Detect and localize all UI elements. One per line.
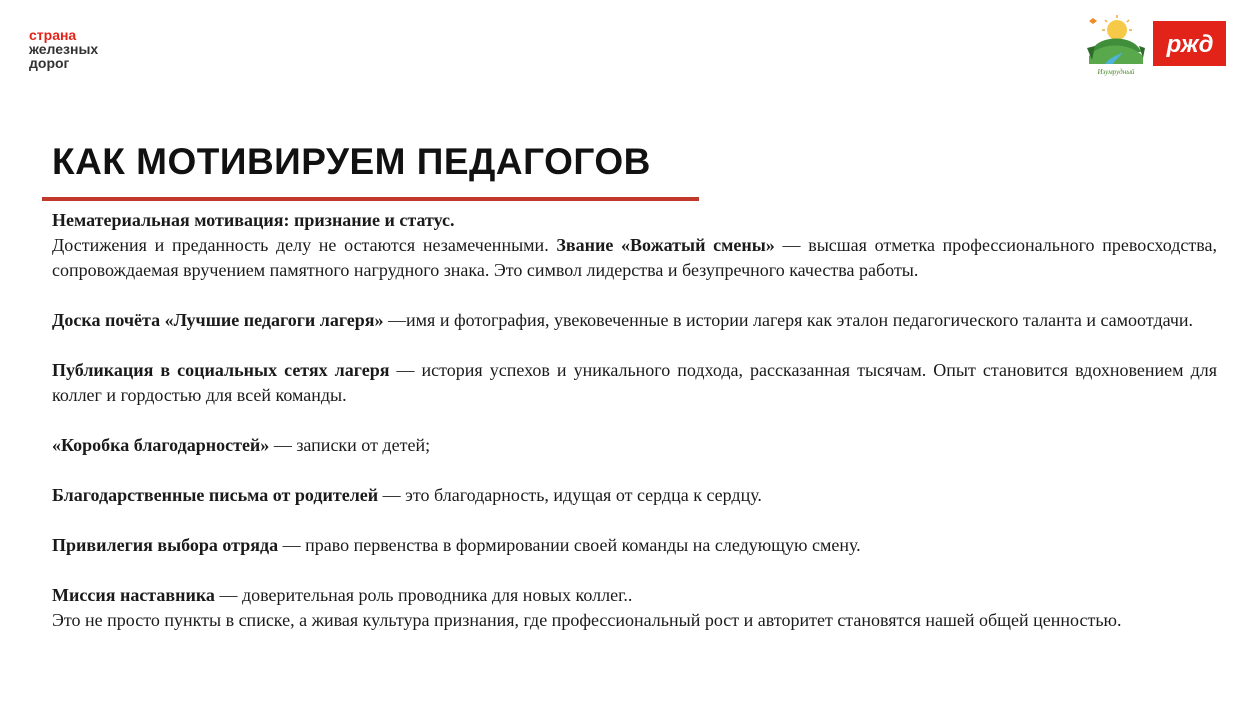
title-underline <box>42 197 699 201</box>
svg-text:ржд: ржд <box>1166 30 1213 58</box>
intro-heading: Нематериальная мотивация: признание и статус. <box>52 210 455 230</box>
squad-choice-item: Привилегия выбора отряда — право первенства в формировании своей команды на следующую смену. <box>52 535 861 555</box>
rzd-mark-icon <box>1159 29 1221 59</box>
mentor-mission-item: Миссия наставника — доверительная роль проводника для новых коллег.. <box>52 585 633 605</box>
thanks-box-item: «Коробка благодарностей» — записки от детей; <box>52 435 431 455</box>
honor-board-item: Доска почёта «Лучшие педагоги лагеря» —имя и фотография, увековеченные в истории лагеря как эталон педагогического таланта и самоотдачи. <box>52 310 1194 330</box>
camp-logo <box>1083 12 1149 78</box>
brand-logo <box>29 28 98 70</box>
butterfly-icon <box>1089 18 1097 24</box>
brand-line-1: страна <box>29 27 77 43</box>
content-body <box>52 208 1217 633</box>
closing-paragraph: Это не просто пункты в списке, а живая культура признания, где профессиональный рост и авторитет становятся нашей общей ценностью. <box>52 610 1122 630</box>
rzd-logo <box>1153 21 1226 66</box>
brand-line-3: дорог <box>29 55 70 71</box>
brand-line-2: железных <box>29 41 99 57</box>
svg-text:Изумрудный: Изумрудный <box>1097 68 1135 76</box>
intro-paragraph: Достижения и преданность делу не остаются незамеченными. Звание «Вожатый смены» — высшая отметка профессионального превосходства, сопровождаемая вручением памятного нагрудного знака. Это символ лидерства и безупречного качества работы. <box>52 235 1217 280</box>
social-media-item: Публикация в социальных сетях лагеря — история успехов и уникального подхода, рассказанная тысячам. Опыт становится вдохновением для коллег и гордостью для всей команды. <box>52 360 1217 405</box>
parents-letters-item: Благодарственные письма от родителей — это благодарность, идущая от сердца к сердцу. <box>52 485 762 505</box>
page-title: КАК МОТИВИРУЕМ ПЕДАГОГОВ <box>52 141 651 182</box>
sun-icon <box>1102 15 1132 40</box>
